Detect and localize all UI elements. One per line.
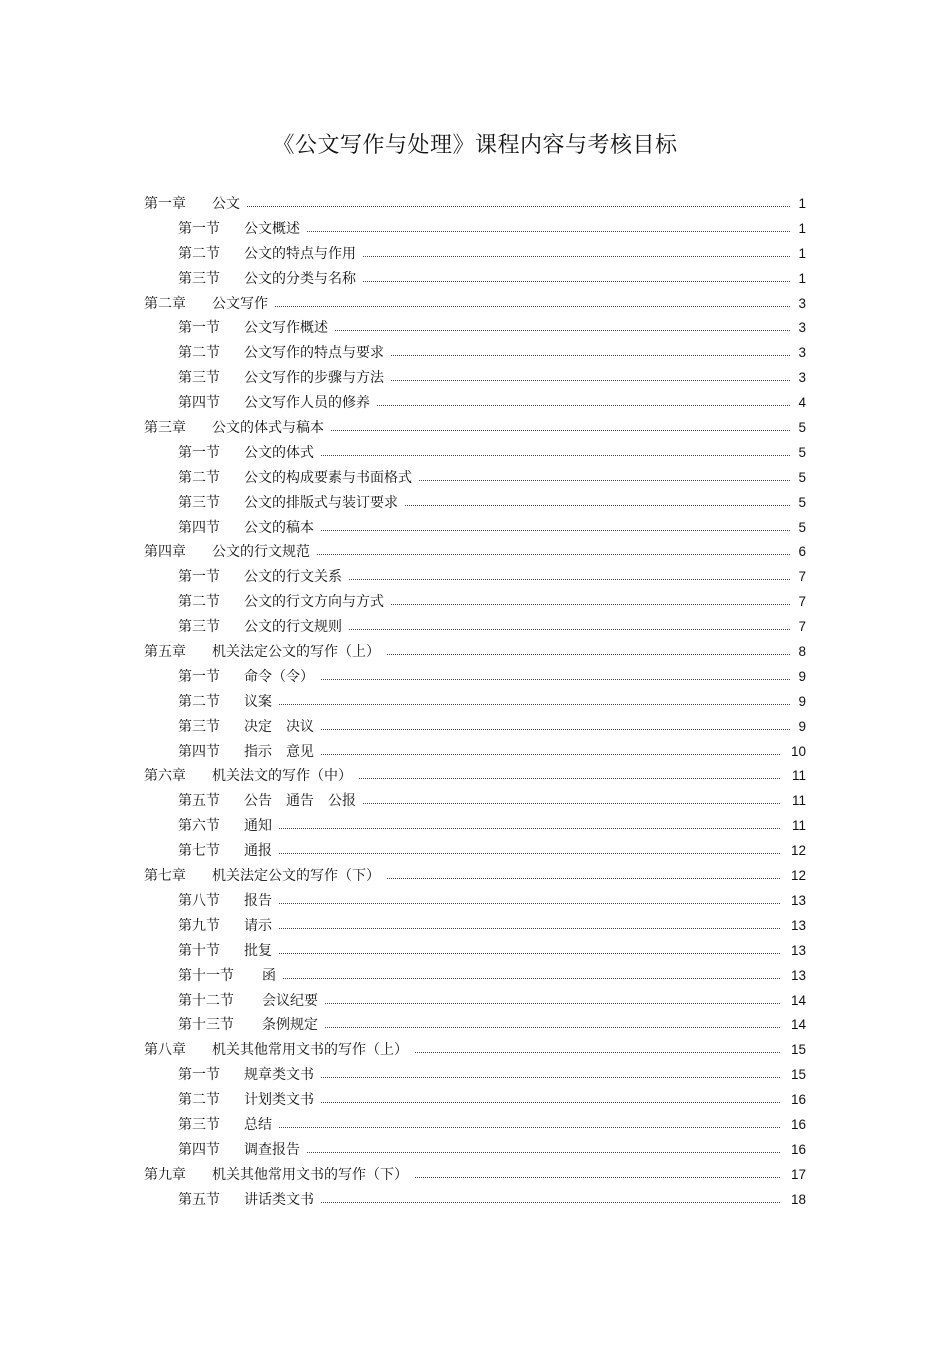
dot-leader bbox=[244, 853, 780, 854]
chapter-label: 第二章 bbox=[144, 295, 186, 312]
page-number: 7 bbox=[798, 619, 806, 635]
toc-section-row[interactable] bbox=[144, 1188, 806, 1213]
section-title: 总结 bbox=[244, 1115, 278, 1135]
chapter-title: 公文的体式与稿本 bbox=[212, 418, 330, 438]
section-label: 第二节 bbox=[178, 594, 220, 611]
chapter-label: 第七章 bbox=[144, 868, 186, 885]
section-label: 第四节 bbox=[178, 743, 220, 760]
toc-section-row[interactable] bbox=[144, 316, 806, 341]
section-label: 第二节 bbox=[178, 245, 220, 262]
toc-section-row[interactable] bbox=[144, 914, 806, 939]
page-number: 11 bbox=[791, 818, 806, 834]
section-label: 第八节 bbox=[178, 892, 220, 909]
dot-leader bbox=[244, 704, 790, 705]
page-number: 8 bbox=[798, 644, 806, 660]
page-number: 5 bbox=[798, 469, 806, 485]
page-number: 10 bbox=[790, 743, 806, 759]
page-number: 5 bbox=[798, 494, 806, 510]
section-label: 第三节 bbox=[178, 494, 220, 511]
section-title: 决定 决议 bbox=[244, 717, 320, 737]
page-number: 16 bbox=[790, 1116, 806, 1132]
toc-chapter-row[interactable] bbox=[144, 292, 806, 317]
section-title: 公文的排版式与装订要求 bbox=[244, 493, 404, 513]
page-number: 13 bbox=[790, 892, 806, 908]
chapter-label: 第八章 bbox=[144, 1042, 186, 1059]
document-title: 《公文写作与处理》课程内容与考核目标 bbox=[272, 133, 678, 158]
page-number: 4 bbox=[798, 395, 806, 411]
section-label: 第十三节 bbox=[178, 1017, 234, 1034]
toc-chapter-row[interactable] bbox=[144, 640, 806, 665]
dot-leader bbox=[244, 530, 790, 531]
page-number: 5 bbox=[798, 444, 806, 460]
toc-section-row[interactable] bbox=[144, 267, 806, 292]
dot-leader bbox=[262, 1003, 780, 1004]
toc-section-row[interactable] bbox=[144, 491, 806, 516]
chapter-title: 机关其他常用文书的写作（下） bbox=[212, 1165, 414, 1185]
section-title: 调查报告 bbox=[244, 1140, 306, 1160]
page-number: 5 bbox=[798, 519, 806, 535]
section-title: 报告 bbox=[244, 891, 278, 911]
page-number: 1 bbox=[798, 196, 806, 211]
dot-leader bbox=[212, 306, 790, 307]
toc-chapter-row[interactable] bbox=[144, 864, 806, 889]
dot-leader bbox=[244, 1102, 780, 1103]
page-number: 17 bbox=[790, 1166, 806, 1182]
section-title: 公文写作的步骤与方法 bbox=[244, 368, 390, 388]
toc-section-row[interactable] bbox=[144, 1138, 806, 1163]
section-label: 第一节 bbox=[178, 220, 220, 237]
page-number: 16 bbox=[790, 1092, 806, 1108]
chapter-label: 第六章 bbox=[144, 768, 186, 785]
section-title: 议案 bbox=[244, 692, 278, 712]
dot-leader bbox=[244, 1077, 780, 1078]
page-number: 11 bbox=[791, 793, 806, 809]
toc-section-row[interactable] bbox=[144, 889, 806, 914]
chapter-title: 公文写作 bbox=[212, 294, 274, 314]
dot-leader bbox=[244, 928, 780, 929]
section-label: 第三节 bbox=[178, 619, 220, 636]
dot-leader bbox=[244, 953, 780, 954]
page-number: 11 bbox=[791, 768, 806, 784]
page-number: 1 bbox=[798, 270, 806, 286]
section-label: 第一节 bbox=[178, 1067, 220, 1084]
toc-section-row[interactable] bbox=[144, 789, 806, 814]
toc-section-row[interactable] bbox=[144, 1063, 806, 1088]
toc-section-row[interactable] bbox=[144, 341, 806, 366]
section-title: 指示 意见 bbox=[244, 742, 320, 762]
section-title: 请示 bbox=[244, 916, 278, 936]
toc-section-row[interactable] bbox=[144, 1113, 806, 1138]
section-label: 第七节 bbox=[178, 843, 220, 860]
page-number: 16 bbox=[790, 1141, 806, 1157]
chapter-title: 机关法定公文的写作（下） bbox=[212, 866, 386, 886]
toc-section-row[interactable] bbox=[144, 366, 806, 391]
page-number: 13 bbox=[790, 917, 806, 933]
section-title: 公文的行文规则 bbox=[244, 617, 348, 637]
section-label: 第四节 bbox=[178, 519, 220, 536]
dot-leader bbox=[244, 754, 780, 755]
section-label: 第二节 bbox=[178, 345, 220, 362]
section-title: 公文的行文关系 bbox=[244, 567, 348, 587]
dot-leader bbox=[244, 1202, 780, 1203]
page-number: 12 bbox=[790, 843, 806, 859]
toc-section-row[interactable] bbox=[144, 242, 806, 267]
toc-section-row[interactable] bbox=[144, 665, 806, 690]
page-number: 9 bbox=[798, 718, 806, 734]
section-label: 第十一节 bbox=[178, 967, 234, 984]
section-title: 公文的特点与作用 bbox=[244, 244, 362, 264]
chapter-label: 第五章 bbox=[144, 644, 186, 661]
toc-section-row[interactable] bbox=[144, 516, 806, 541]
section-title: 公文写作概述 bbox=[244, 318, 334, 338]
chapter-title: 公文 bbox=[212, 194, 246, 214]
section-label: 第二节 bbox=[178, 1092, 220, 1109]
section-label: 第一节 bbox=[178, 569, 220, 586]
toc-chapter-row[interactable] bbox=[144, 416, 806, 441]
dot-leader bbox=[262, 1027, 780, 1028]
section-title: 公告 通告 公报 bbox=[244, 791, 362, 811]
section-title: 讲话类文书 bbox=[244, 1190, 320, 1210]
toc-section-row[interactable] bbox=[144, 391, 806, 416]
dot-leader bbox=[244, 455, 790, 456]
dot-leader bbox=[244, 828, 780, 829]
page-number: 15 bbox=[790, 1067, 806, 1083]
section-title: 公文的体式 bbox=[244, 443, 320, 463]
dot-leader bbox=[244, 1152, 780, 1153]
page-number: 5 bbox=[798, 420, 806, 436]
section-label: 第二节 bbox=[178, 469, 220, 486]
chapter-title: 机关法定公文的写作（上） bbox=[212, 642, 386, 662]
section-label: 第十二节 bbox=[178, 992, 234, 1009]
toc-section-row[interactable] bbox=[144, 690, 806, 715]
section-label: 第三节 bbox=[178, 270, 220, 287]
toc-section-row[interactable] bbox=[144, 217, 806, 242]
dot-leader bbox=[244, 903, 780, 904]
toc-chapter-row[interactable] bbox=[144, 764, 806, 789]
section-title: 公文写作的特点与要求 bbox=[244, 343, 390, 363]
chapter-title: 机关其他常用文书的写作（上） bbox=[212, 1040, 414, 1060]
chapter-label: 第三章 bbox=[144, 420, 186, 437]
chapter-title: 机关法文的写作（中） bbox=[212, 766, 358, 786]
section-label: 第二节 bbox=[178, 693, 220, 710]
chapter-label: 第四章 bbox=[144, 544, 186, 561]
page-number: 3 bbox=[798, 320, 806, 336]
toc-section-row[interactable] bbox=[144, 1013, 806, 1038]
page-number: 13 bbox=[790, 942, 806, 958]
page-number: 9 bbox=[798, 693, 806, 709]
section-title: 公文写作人员的修养 bbox=[244, 393, 376, 413]
toc-section-row[interactable] bbox=[144, 740, 806, 765]
page-number: 3 bbox=[798, 345, 806, 361]
section-title: 条例规定 bbox=[262, 1015, 324, 1035]
section-title: 通报 bbox=[244, 841, 278, 861]
chapter-label: 第九章 bbox=[144, 1166, 186, 1183]
section-label: 第三节 bbox=[178, 1116, 220, 1133]
toc-section-row[interactable] bbox=[144, 939, 806, 964]
page-number: 3 bbox=[798, 370, 806, 386]
section-title: 公文的稿本 bbox=[244, 518, 320, 538]
page-number: 12 bbox=[790, 868, 806, 884]
section-title: 公文概述 bbox=[244, 219, 306, 239]
page-number: 18 bbox=[790, 1191, 806, 1207]
page-number: 14 bbox=[790, 992, 806, 1008]
section-title: 函 bbox=[262, 966, 282, 986]
section-title: 命令（令） bbox=[244, 667, 320, 687]
dot-leader bbox=[262, 978, 780, 979]
section-label: 第十节 bbox=[178, 942, 220, 959]
section-title: 公文的构成要素与书面格式 bbox=[244, 468, 418, 488]
section-label: 第三节 bbox=[178, 718, 220, 735]
section-label: 第九节 bbox=[178, 917, 220, 934]
section-title: 通知 bbox=[244, 816, 278, 836]
toc-chapter-row[interactable] bbox=[144, 540, 806, 565]
page-number: 13 bbox=[790, 967, 806, 983]
page-number: 7 bbox=[798, 594, 806, 610]
page-number: 15 bbox=[790, 1042, 806, 1058]
section-label: 第三节 bbox=[178, 370, 220, 387]
toc-section-row[interactable] bbox=[144, 964, 806, 989]
page-number: 1 bbox=[798, 220, 806, 236]
toc-section-row[interactable] bbox=[144, 1088, 806, 1113]
page-number: 9 bbox=[798, 668, 806, 684]
chapter-title: 公文的行文规范 bbox=[212, 542, 316, 562]
section-label: 第四节 bbox=[178, 395, 220, 412]
section-label: 第一节 bbox=[178, 320, 220, 337]
toc-section-row[interactable] bbox=[144, 839, 806, 864]
section-title: 计划类文书 bbox=[244, 1090, 320, 1110]
toc-section-row[interactable] bbox=[144, 590, 806, 615]
toc-chapter-row[interactable] bbox=[144, 192, 806, 217]
toc-section-row[interactable] bbox=[144, 615, 806, 640]
section-title: 批复 bbox=[244, 941, 278, 961]
toc-section-row[interactable] bbox=[144, 814, 806, 839]
section-title: 会议纪要 bbox=[262, 991, 324, 1011]
table-of-contents bbox=[144, 192, 806, 1213]
section-label: 第四节 bbox=[178, 1141, 220, 1158]
toc-section-row[interactable] bbox=[144, 466, 806, 491]
dot-leader bbox=[244, 1127, 780, 1128]
page-number: 3 bbox=[798, 295, 806, 311]
toc-chapter-row[interactable] bbox=[144, 1163, 806, 1188]
toc-section-row[interactable] bbox=[144, 565, 806, 590]
section-label: 第一节 bbox=[178, 668, 220, 685]
toc-chapter-row[interactable] bbox=[144, 1038, 806, 1063]
chapter-label: 第一章 bbox=[144, 196, 186, 212]
page-number: 1 bbox=[798, 245, 806, 261]
dot-leader bbox=[244, 729, 790, 730]
section-title: 公文的分类与名称 bbox=[244, 269, 362, 289]
dot-leader bbox=[244, 231, 790, 232]
toc-section-row[interactable] bbox=[144, 989, 806, 1014]
page-number: 6 bbox=[798, 544, 806, 560]
section-title: 公文的行文方向与方式 bbox=[244, 592, 390, 612]
page-number: 7 bbox=[798, 569, 806, 585]
toc-section-row[interactable] bbox=[144, 715, 806, 740]
section-label: 第一节 bbox=[178, 444, 220, 461]
section-label: 第五节 bbox=[178, 793, 220, 810]
page-number: 14 bbox=[790, 1017, 806, 1033]
dot-leader bbox=[244, 679, 790, 680]
section-title: 规章类文书 bbox=[244, 1065, 320, 1085]
toc-section-row[interactable] bbox=[144, 441, 806, 466]
dot-leader bbox=[212, 206, 790, 207]
section-label: 第五节 bbox=[178, 1191, 220, 1208]
section-label: 第六节 bbox=[178, 818, 220, 835]
